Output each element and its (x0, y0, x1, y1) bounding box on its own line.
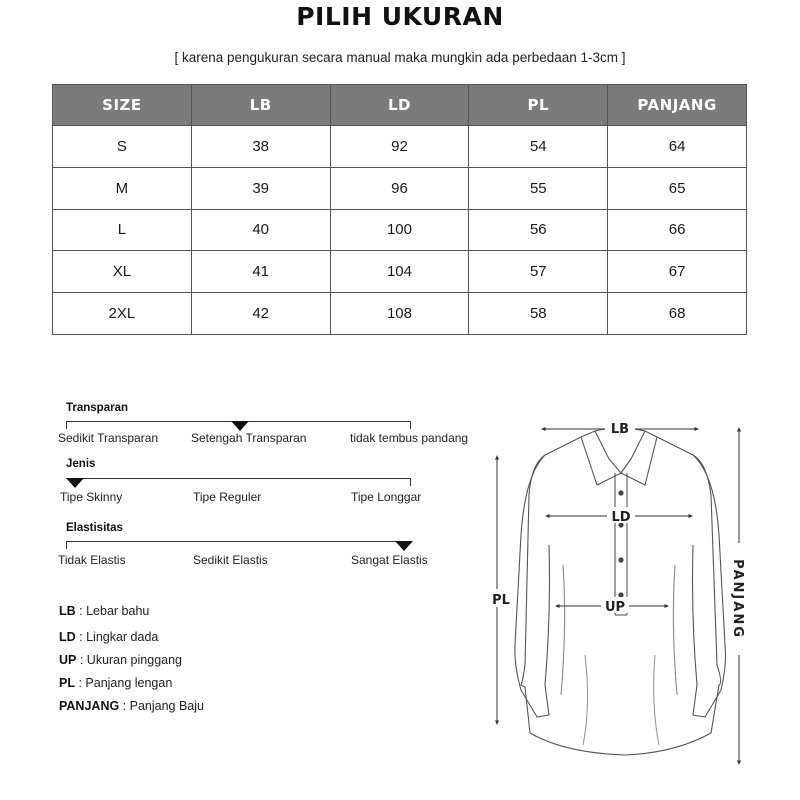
legend-value: : Panjang lengan (74, 676, 173, 690)
table-row (53, 126, 747, 168)
cell-ld: 92 (330, 126, 469, 168)
legend-item (59, 630, 158, 644)
cell-pl: 58 (469, 293, 608, 335)
legend-key: PANJANG (59, 699, 120, 713)
scale-option: Tipe Skinny (60, 490, 123, 504)
legend-key: LB (59, 604, 76, 618)
cell-ld: 100 (330, 209, 469, 251)
legend-item (59, 604, 149, 618)
header-lb: LB (191, 85, 330, 126)
cell-ld: 96 (330, 167, 469, 209)
cell-ld: 108 (330, 293, 469, 335)
table-row (53, 251, 747, 293)
scale-label: Elastisitas (66, 522, 123, 534)
legend-item (59, 653, 182, 667)
table-row (53, 167, 747, 209)
header-panjang: PANJANG (608, 85, 747, 126)
legend-item (59, 699, 204, 713)
legend-key: LD (59, 630, 76, 644)
cell-panjang: 65 (608, 167, 747, 209)
scale-label: Jenis (66, 458, 96, 470)
scale-option: Sedikit Elastis (193, 553, 268, 567)
scale-option: Tipe Longgar (351, 490, 422, 504)
cell-panjang: 68 (608, 293, 747, 335)
scale-option: Tidak Elastis (58, 553, 126, 567)
table-row (53, 209, 747, 251)
scale-option: Sedikit Transparan (58, 431, 159, 445)
cell-lb: 38 (191, 126, 330, 168)
cell-size: S (53, 126, 192, 168)
scale-label: Transparan (66, 402, 128, 414)
cell-pl: 56 (469, 209, 608, 251)
header-pl: PL (469, 85, 608, 126)
button-dots (618, 490, 623, 597)
cell-panjang: 66 (608, 209, 747, 251)
cell-pl: 55 (469, 167, 608, 209)
scale-tick (66, 421, 67, 429)
cell-panjang: 64 (608, 126, 747, 168)
scale-option: Setengah Transparan (191, 431, 307, 445)
scale-tick (66, 541, 67, 549)
cell-lb: 41 (191, 251, 330, 293)
scale-tick (410, 478, 411, 486)
lb-label: LB (610, 422, 630, 437)
scale-line (66, 541, 411, 542)
shirt-diagram (485, 415, 755, 795)
scale-line (66, 478, 411, 479)
ld-label: LD (611, 510, 631, 525)
legend-value: : Panjang Baju (119, 699, 204, 713)
legend-value: : Lebar bahu (75, 604, 150, 618)
header-ld: LD (330, 85, 469, 126)
table-row (53, 293, 747, 335)
cell-lb: 39 (191, 167, 330, 209)
cell-size: XL (53, 251, 192, 293)
cell-size: L (53, 209, 192, 251)
cell-pl: 57 (469, 251, 608, 293)
panjang-label: PANJANG (730, 559, 745, 639)
legend-key: PL (59, 676, 75, 690)
cell-lb: 42 (191, 293, 330, 335)
scale-option: tidak tembus pandang (350, 431, 469, 445)
header-size: SIZE (53, 85, 192, 126)
selected-marker-icon (395, 541, 413, 551)
cell-size: M (53, 167, 192, 209)
cell-ld: 104 (330, 251, 469, 293)
scale-option: Sangat Elastis (351, 553, 428, 567)
table-header-row (53, 85, 747, 126)
cell-size: 2XL (53, 293, 192, 335)
scale-tick (410, 421, 411, 429)
pl-label: PL (492, 593, 510, 608)
selected-marker-icon (231, 421, 249, 431)
measurement-note: [ karena pengukuran secara manual maka mungkin ada perbedaan 1-3cm ] (174, 50, 626, 65)
legend-item (59, 676, 172, 690)
cell-lb: 40 (191, 209, 330, 251)
cell-panjang: 67 (608, 251, 747, 293)
size-table (52, 84, 747, 335)
legend-key: UP (59, 653, 77, 667)
scale-option: Tipe Reguler (193, 490, 262, 504)
legend-value: : Ukuran pinggang (76, 653, 183, 667)
legend-value: : Lingkar dada (75, 630, 159, 644)
page-title: PILIH UKURAN (296, 2, 504, 31)
cell-pl: 54 (469, 126, 608, 168)
shirt-dress-icon (515, 428, 726, 755)
selected-marker-icon (66, 478, 84, 488)
up-label: UP (604, 600, 626, 615)
